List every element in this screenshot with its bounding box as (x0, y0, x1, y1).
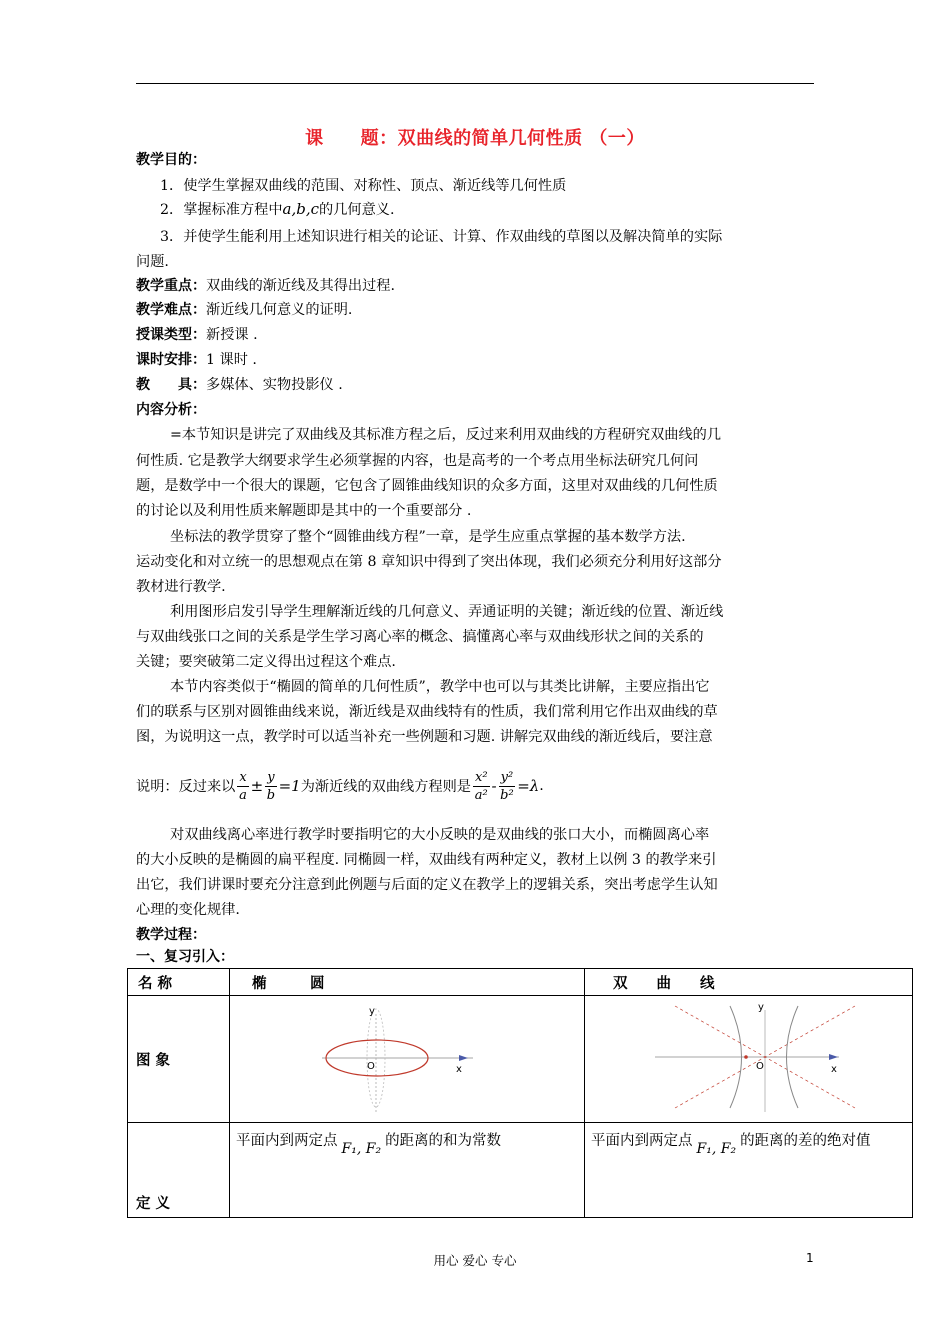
page-footer: 用心 爱心 专心 (433, 1253, 517, 1268)
goal-1: 1．使学生掌握双曲线的范围、对称性、顶点、渐近线等几何性质 (160, 178, 567, 194)
fraction-x2-over-a2: $\frac{\text{x²}}{\text{a²}}$ (474, 769, 488, 803)
fraction-x-over-a: $\frac{x}{a}$ (239, 769, 247, 803)
vertex-point (744, 1055, 748, 1059)
page-number: 1 (806, 1251, 814, 1265)
ellipse-graph-cell (230, 996, 585, 1123)
table-header-row (128, 969, 913, 996)
meta-tools: 教 具：多媒体、实物投影仪 . (136, 377, 343, 393)
x-axis-label: x (456, 1064, 462, 1075)
analysis-line: 图，为说明这一点，教学时可以适当补充一些例题和习题. 讲解完双曲线的渐近线后，要注意 (136, 729, 713, 745)
eccentricity-line: 出它，我们讲课时要充分注意到此例题与后面的定义在教学上的逻辑关系，突出考虑学生认知 (136, 877, 718, 893)
eccentricity-line: 心理的变化规律. (136, 902, 240, 918)
comparison-table (127, 968, 913, 1218)
fraction-y2-over-b2: $\frac{\text{y²}}{\text{b²}}$ (500, 769, 514, 803)
analysis-line: 运动变化和对立统一的思想观点在第 8 章知识中得到了突出体现，我们必须充分利用好这部分 (136, 554, 722, 570)
table-row-definition (128, 1123, 913, 1218)
abc-variables: a,b,c (282, 200, 320, 218)
goal-2: 2．掌握标准方程中a,b,c的几何意义. (160, 200, 395, 218)
header-ellipse: 椭 圆 (230, 969, 585, 996)
meta-difficulty: 教学难点：渐近线几何意义的证明. (136, 302, 353, 318)
meta-schedule: 课时安排：1 课时 . (136, 352, 257, 368)
eccentricity-line: 对双曲线离心率进行教学时要指明它的大小反映的是双曲线的张口大小，而椭圆离心率 (170, 827, 710, 843)
foci-symbols: F₁, F₂ (341, 1141, 382, 1157)
analysis-line: 的讨论以及利用性质来解题即是其中的一个重要部分 . (136, 503, 472, 519)
page-title: 课 题：双曲线的简单几何性质 （一） (305, 128, 645, 149)
review-heading: 一、复习引入： (136, 949, 234, 965)
goal-3: 3．并使学生能利用上述知识进行相关的论证、计算、作双曲线的草图以及解决简单的实际 (160, 229, 723, 245)
ellipse-definition: 平面内到两定点 F₁, F₂ 的距离的和为常数 (230, 1123, 585, 1218)
eccentricity-line: 的大小反映的是椭圆的扁平程度. 同椭圆一样，双曲线有两种定义，教材上以例 3 的教学来引 (136, 852, 717, 868)
analysis-line: 关键；要突破第二定义得出过程这个难点. (136, 654, 396, 670)
origin-label: O (367, 1061, 375, 1072)
asymptote-formula-line: 说明：反过来以 $\frac{x}{a}$ ± $\frac{y}{b}$ =1 为渐近线的双曲线方程则是 $\frac{\text{x²}}{\text{a²}}$ - $\frac{\text{y²}}{\text{b²}}$ =λ . (136, 769, 544, 803)
hyperbola-graph (585, 996, 912, 1118)
foci-symbols: F₁, F₂ (696, 1141, 737, 1157)
x-axis-label: x (831, 1064, 837, 1075)
y-axis-label: y (758, 1002, 764, 1013)
table-row-graph (128, 996, 913, 1123)
y-axis-label: y (369, 1006, 375, 1017)
analysis-line: 坐标法的教学贯穿了整个“圆锥曲线方程”一章，是学生应重点掌握的基本数学方法. (170, 529, 686, 545)
analysis-line: 们的联系与区别对圆锥曲线来说，渐近线是双曲线特有的性质，我们常利用它作出双曲线的草 (136, 704, 718, 720)
ellipse-graph (230, 996, 584, 1118)
meta-key-point: 教学重点：双曲线的渐近线及其得出过程. (136, 278, 395, 294)
x-axis-arrow-icon (459, 1055, 468, 1061)
analysis-line: 何性质. 它是教学大纲要求学生必须掌握的内容，也是高考的一个考点用坐标法研究几何问 (136, 453, 699, 469)
analysis-heading: 内容分析： (136, 402, 206, 418)
analysis-line: 与双曲线张口之间的关系是学生学习离心率的概念、搞懂离心率与双曲线形状之间的关系的 (136, 629, 704, 645)
row-label-definition: 定 义 (128, 1123, 230, 1218)
fraction-y-over-b: $\frac{y}{b}$ (266, 769, 276, 803)
hyperbola-definition: 平面内到两定点 F₁, F₂ 的距离的差的绝对值 (585, 1123, 913, 1218)
goal-3-cont: 问题. (136, 254, 169, 270)
origin-label: O (756, 1061, 764, 1072)
row-label-graph: 图 象 (128, 996, 230, 1123)
x-axis-arrow-icon (829, 1054, 838, 1060)
analysis-line: 本节内容类似于“椭圆的简单的几何性质”，教学中也可以与其类比讲解，主要应指出它 (170, 679, 710, 695)
analysis-line: 利用图形启发引导学生理解渐近线的几何意义、弄通证明的关键；渐近线的位置、渐近线 (170, 604, 724, 620)
analysis-line: 教材进行教学. (136, 579, 226, 595)
process-heading: 教学过程： (136, 927, 206, 943)
goals-heading: 教学目的： (136, 152, 206, 168)
header-name: 名 称 (128, 969, 230, 996)
analysis-line: =本节知识是讲完了双曲线及其标准方程之后，反过来利用双曲线的方程研究双曲线的几 (170, 427, 722, 443)
hyperbola-graph-cell (585, 996, 913, 1123)
header-rule (136, 83, 814, 84)
meta-lesson-type: 授课类型：新授课 . (136, 327, 258, 343)
analysis-line: 题，是数学中一个很大的课题，它包含了圆锥曲线知识的众多方面，这里对双曲线的几何性质 (136, 478, 718, 494)
header-hyperbola: 双 曲 线 (585, 969, 913, 996)
